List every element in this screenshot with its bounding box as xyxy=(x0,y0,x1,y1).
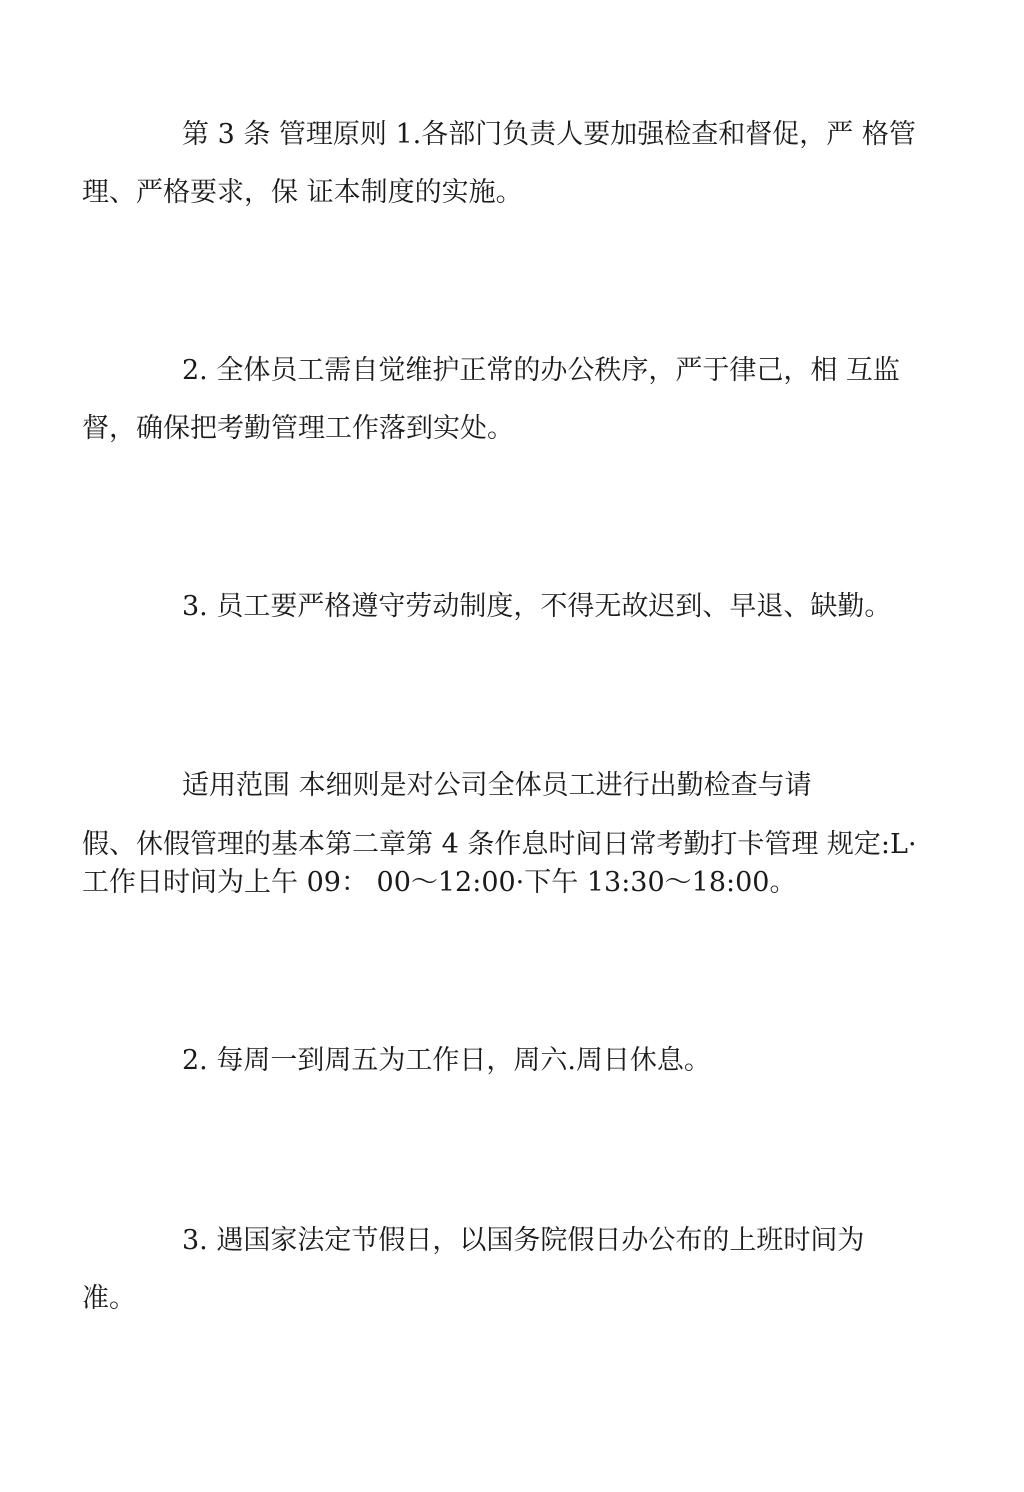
paragraph-4-line-3: 工作日时间为上午 09： 00～12:00·下午 13:30～18:00。 xyxy=(82,867,797,898)
paragraph-1-line-2: 理、严格要求，保 证本制度的实施。 xyxy=(82,177,523,208)
paragraph-6-line-1: 3. 遇国家法定节假日，以国务院假日办公布的上班时间为 xyxy=(182,1225,865,1256)
paragraph-4-line-1: 适用范围 本细则是对公司全体员工进行出勤检查与请 xyxy=(182,770,812,801)
paragraph-2-line-2: 督，确保把考勤管理工作落到实处。 xyxy=(82,413,514,444)
paragraph-1-line-1: 第 3 条 管理原则 1.各部门负责人要加强检查和督促，严 格管 xyxy=(182,119,916,150)
paragraph-2-line-1: 2. 全体员工需自觉维护正常的办公秩序，严于律己，相 互监 xyxy=(182,355,900,386)
paragraph-6-line-2: 准。 xyxy=(82,1283,136,1314)
paragraph-5-line-1: 2. 每周一到周五为工作日，周六.周日休息。 xyxy=(182,1045,711,1076)
paragraph-3-line-1: 3. 员工要严格遵守劳动制度，不得无故迟到、早退、缺勤。 xyxy=(182,591,892,622)
paragraph-4-line-2: 假、休假管理的基本第二章第 4 条作息时间日常考勤打卡管理 规定:L· xyxy=(82,829,917,860)
